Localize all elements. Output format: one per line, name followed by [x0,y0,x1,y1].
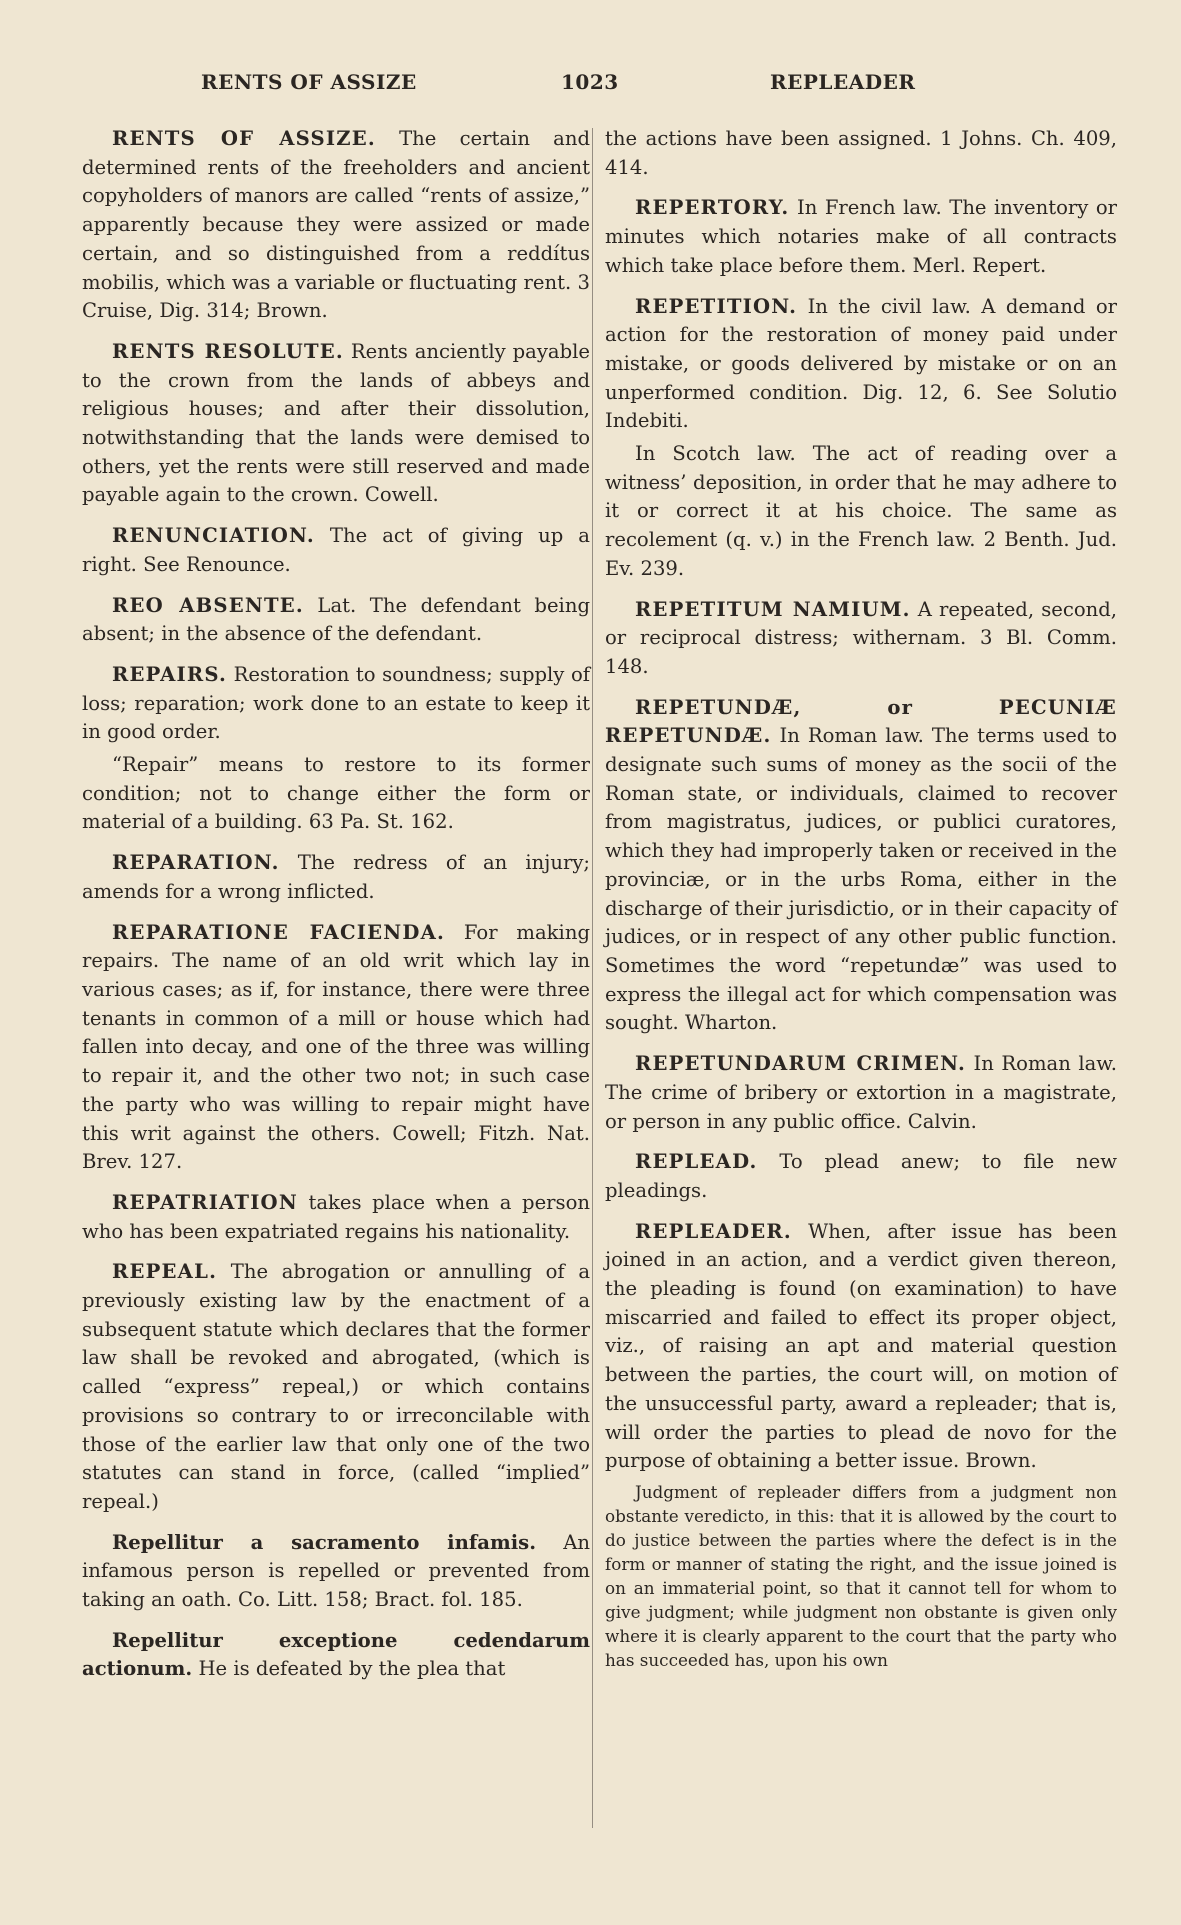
definition: A repeated, second, or reciprocal distress; withernam. 3 Bl. Comm. 148. [605,597,1117,678]
headword: RENTS OF ASSIZE. [112,127,376,150]
entry-repetundarum-crimen [605,1050,1117,1136]
definition: In Scotch law. The act of reading over a witness’ deposition, in order that he may adhere to it or correct it at his choice. The same as recolement (q. v.) in the French law. 2 Benth. Jud. Ev. 239. [605,442,1117,580]
entry-repleader-note [605,1480,1117,1672]
entry-continued [605,125,1117,182]
definition: Judgment of repleader differs from a judgment non obstante veredicto, in this: that it is allowed by the court to do justice between the parties where the defect is in the form or manner of stating the right, and the issue joined is on an immaterial point, so that it cannot tell for whom to give judgment; while judgment non obstante is given only where it is clearly apparent to the court that the party who has succeeded has, upon his own [605,1481,1117,1670]
running-header [0,70,1181,100]
definition: The certain and determined rents of the freeholders and ancient copyholders of manors are called “rents of assize,” apparently because they were assized or made certain, and so distinguished from a reddítus mobilis, which was a variable or fluctuating rent. 3 Cruise, Dig. 314; Brown. [82,127,590,323]
entry-reparation [82,849,590,906]
definition: the actions have been assigned. 1 Johns. Ch. 409, 414. [605,127,1117,179]
headword: REPETUNDARUM CRIMEN. [635,1052,966,1076]
entry-reparatione-facienda [82,919,590,1177]
entry-reo-absente [82,592,590,649]
definition: Restoration to soundness; supply of loss; reparation; work done to an estate to keep it in good order. [82,662,590,744]
headword: REO ABSENTE. [112,593,304,617]
headword: REPERTORY. [635,196,790,220]
definition: For making repairs. The name of an old writ which lay in various cases; as if, for instance, there were three tenants in common of a mill or house which had fallen into decay, and one of the three was willing to repair it, and the other two not; in such case the party who was willing to repair might have this writ against the others. Cowell; Fitzh. Nat. Brev. 127. [82,920,590,1174]
definition: The abrogation or annulling of a previously existing law by the enactment of a subsequent statute which declares that the former law shall be revoked and abrogated, (which is called “express” repeal,) or which contains provisions so contrary to or irreconcilable with those of the earlier law that only one of the two statutes can stand in force, (called “implied” repeal.) [82,1260,590,1513]
definition: takes place when a person who has been expatriated regains his nationality. [82,1190,590,1243]
definition: He is defeated by the plea that [192,1657,506,1681]
header-left-guide-word: RENTS OF ASSIZE [201,70,417,94]
headword: Repellitur a sacramento infamis. [112,1530,537,1554]
headword: REPLEADER. [635,1219,792,1243]
headword: REPARATION. [112,851,280,875]
headword: RENUNCIATION. [112,524,315,548]
entry-repleader [605,1218,1117,1476]
headword: Repellitur exceptione cedendarum actionum. [82,1628,590,1681]
page-number: 1023 [561,70,619,94]
right-column [605,125,1117,1684]
headword: REPAIRS. [112,662,228,686]
entry-repeal [82,1258,590,1516]
headword: RENTS RESOLUTE. [112,339,344,363]
definition: The act of giving up a right. See Renounce. [82,524,590,576]
entry-repertory [605,194,1117,280]
headword: REPEAL. [112,1260,218,1284]
headword: REPARATIONE FACIENDA. [112,920,446,944]
entry-repetition [605,293,1117,437]
entry-repairs [82,661,590,747]
definition: In the civil law. A demand or action for the restoration of money paid under mistake, or goods delivered by mistake or on an unperformed condition. Dig. 12, 6. See Solutio Indebiti. [605,294,1117,433]
definition: “Repair” means to restore to its former condition; not to change either the form or material of a building. 63 Pa. St. 162. [82,753,590,834]
entry-rents-resolute [82,338,590,510]
headword: REPETITUM NAMIUM. [635,597,911,621]
headword: REPATRIATION [112,1190,298,1214]
column-divider [592,128,593,1828]
entry-rents-of-assize [82,125,590,326]
definition: Rents anciently payable to the crown from the lands of abbeys and religious houses; and after their dissolution, notwithstanding that the lands were demised to others, yet the rents were still reserved and made payable again to the crown. Cowell. [82,339,590,507]
entry-repatriation [82,1189,590,1246]
headword: REPETITION. [635,294,798,318]
entry-repairs-note [82,751,590,837]
entry-replead [605,1148,1117,1205]
entry-repetition-scotch [605,440,1117,584]
headword: REPETUNDÆ, or PECUNIÆ REPETUNDÆ. [605,695,1117,748]
entry-renunciation [82,522,590,579]
definition: An infamous person is repelled or prevented from taking an oath. Co. Litt. 158; Bract. fol. 185. [82,1530,591,1612]
headword: REPLEAD. [635,1150,758,1174]
header-right-guide-word: REPLEADER [770,70,916,94]
definition: In Roman law. The terms used to designate such sums of money as the socii of the Roman state, or individuals, claimed to recover from magistratus, judices, or publici curatores, which they had improperly taken or received in the provinciæ, or in the urbs Roma, either in the discharge of their jurisdictio, or in their capacity of judices, or in respect of any other public function. Sometimes the word “repetundæ” was used to express the illegal act for which compensation was sought. Wharton. [605,724,1117,1035]
entry-repetundae [605,694,1117,1038]
definition: When, after issue has been joined in an action, and a verdict given thereon, the pleading is found (on examination) to have miscarried and failed to effect its proper object, viz., of raising an apt and material question between the parties, the court will, on motion of the unsuccessful party, award a repleader; that is, will order the parties to plead de novo for the purpose of obtaining a better issue. Brown. [605,1219,1117,1473]
entry-repellitur-a-sacramento [82,1529,590,1615]
left-column [82,125,590,1696]
entry-repetitum-namium [605,596,1117,682]
definition: To plead anew; to file new pleadings. [605,1150,1117,1202]
definition: Lat. The defendant being absent; in the absence of the defendant. [82,593,590,646]
definition: In Roman law. The crime of bribery or extortion in a magistrate, or person in any public office. Calvin. [605,1052,1117,1133]
entry-repellitur-exceptione [82,1627,590,1684]
definition: In French law. The inventory or minutes which notaries make of all contracts which take place before them. Merl. Repert. [605,196,1117,277]
definition: The redress of an injury; amends for a wrong inflicted. [82,851,590,903]
